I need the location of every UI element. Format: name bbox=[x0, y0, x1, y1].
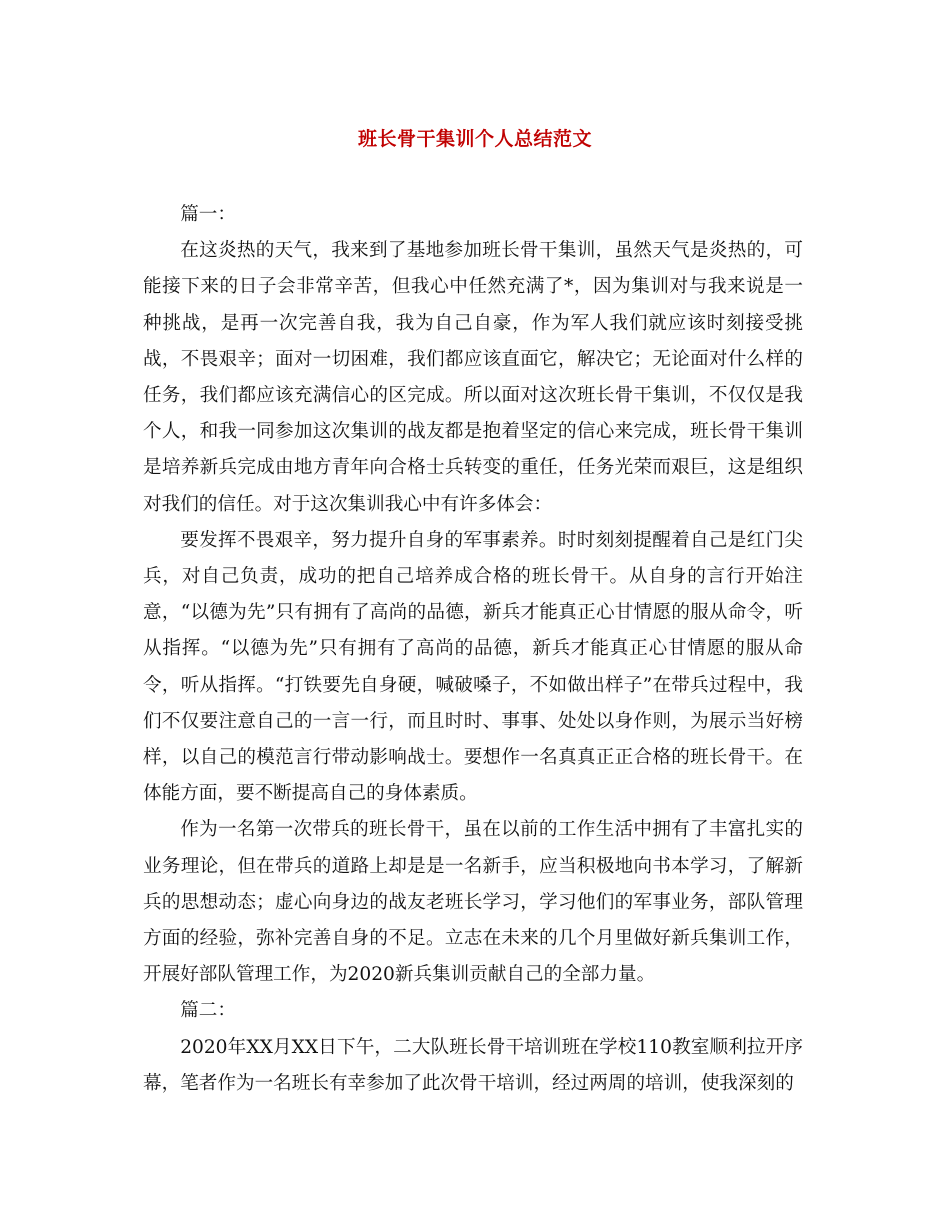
paragraph: 在这炎热的天气，我来到了基地参加班长骨干集训，虽然天气是炎热的，可能接下来的日子会非常辛苦，但我心中任然充满了*，因为集训对与我来说是一种挑战，是再一次完善自我，我为自己自豪，作为军人我们就应该时刻接受挑战，不畏艰辛；面对一切困难，我们都应该直面它，解决它；无论面对什么样的任务，我们都应该充满信心的区完成。所以面对这次班长骨干集训，不仅仅是我个人，和我一同参加这次集训的战友都是抱着坚定的信心来完成，班长骨干集训是培养新兵完成由地方青年向合格士兵转变的重任，任务光荣而艰巨，这是组织对我们的信任。对于这次集训我心中有许多体会： bbox=[143, 240, 803, 515]
paragraph: 作为一名第一次带兵的班长骨干，虽在以前的工作生活中拥有了丰富扎实的业务理论，但在带兵的道路上却是是一名新手，应当积极地向书本学习，了解新兵的思想动态；虚心向身边的战友老班长学习，学习他们的军事业务，部队管理方面的经验，弥补完善自身的不足。立志在未来的几个月里做好新兵集训工作，开展好部队管理工作，为2020新兵集训贡献自己的全部力量。 bbox=[143, 819, 803, 986]
document-body bbox=[143, 197, 803, 1102]
paragraph: 2020年XX月XX日下午，二大队班长骨干培训班在学校110教室顺利拉开序幕，笔者作为一名班长有幸参加了此次骨干培训，经过两周的培训，使我深刻的 bbox=[143, 1036, 803, 1094]
section-heading-1: 篇一： bbox=[180, 204, 236, 225]
section-heading-2: 篇二： bbox=[180, 1000, 236, 1022]
document-title: 班长骨干集训个人总结范文 bbox=[357, 128, 592, 150]
paragraph: 要发挥不畏艰辛，努力提升自身的军事素养。时时刻刻提醒着自己是红门尖兵，对自己负责，成功的把自己培养成合格的班长骨干。从自身的言行开始注意，“以德为先”只有拥有了高尚的品德，新兵才能真正心甘情愿的服从命令，听从指挥。“以德为先”只有拥有了高尚的品德，新兵才能真正心甘情愿的服从命令，听从指挥。“打铁要先自身硬，喊破嗓子，不如做出样子”在带兵过程中，我们不仅要注意自己的一言一行，而且时时、事事、处处以身作则，为展示当好榜样，以自己的模范言行带动影响战士。要想作一名真真正正合格的班长骨干。在体能方面，要不断提高自己的身体素质。 bbox=[143, 529, 803, 805]
